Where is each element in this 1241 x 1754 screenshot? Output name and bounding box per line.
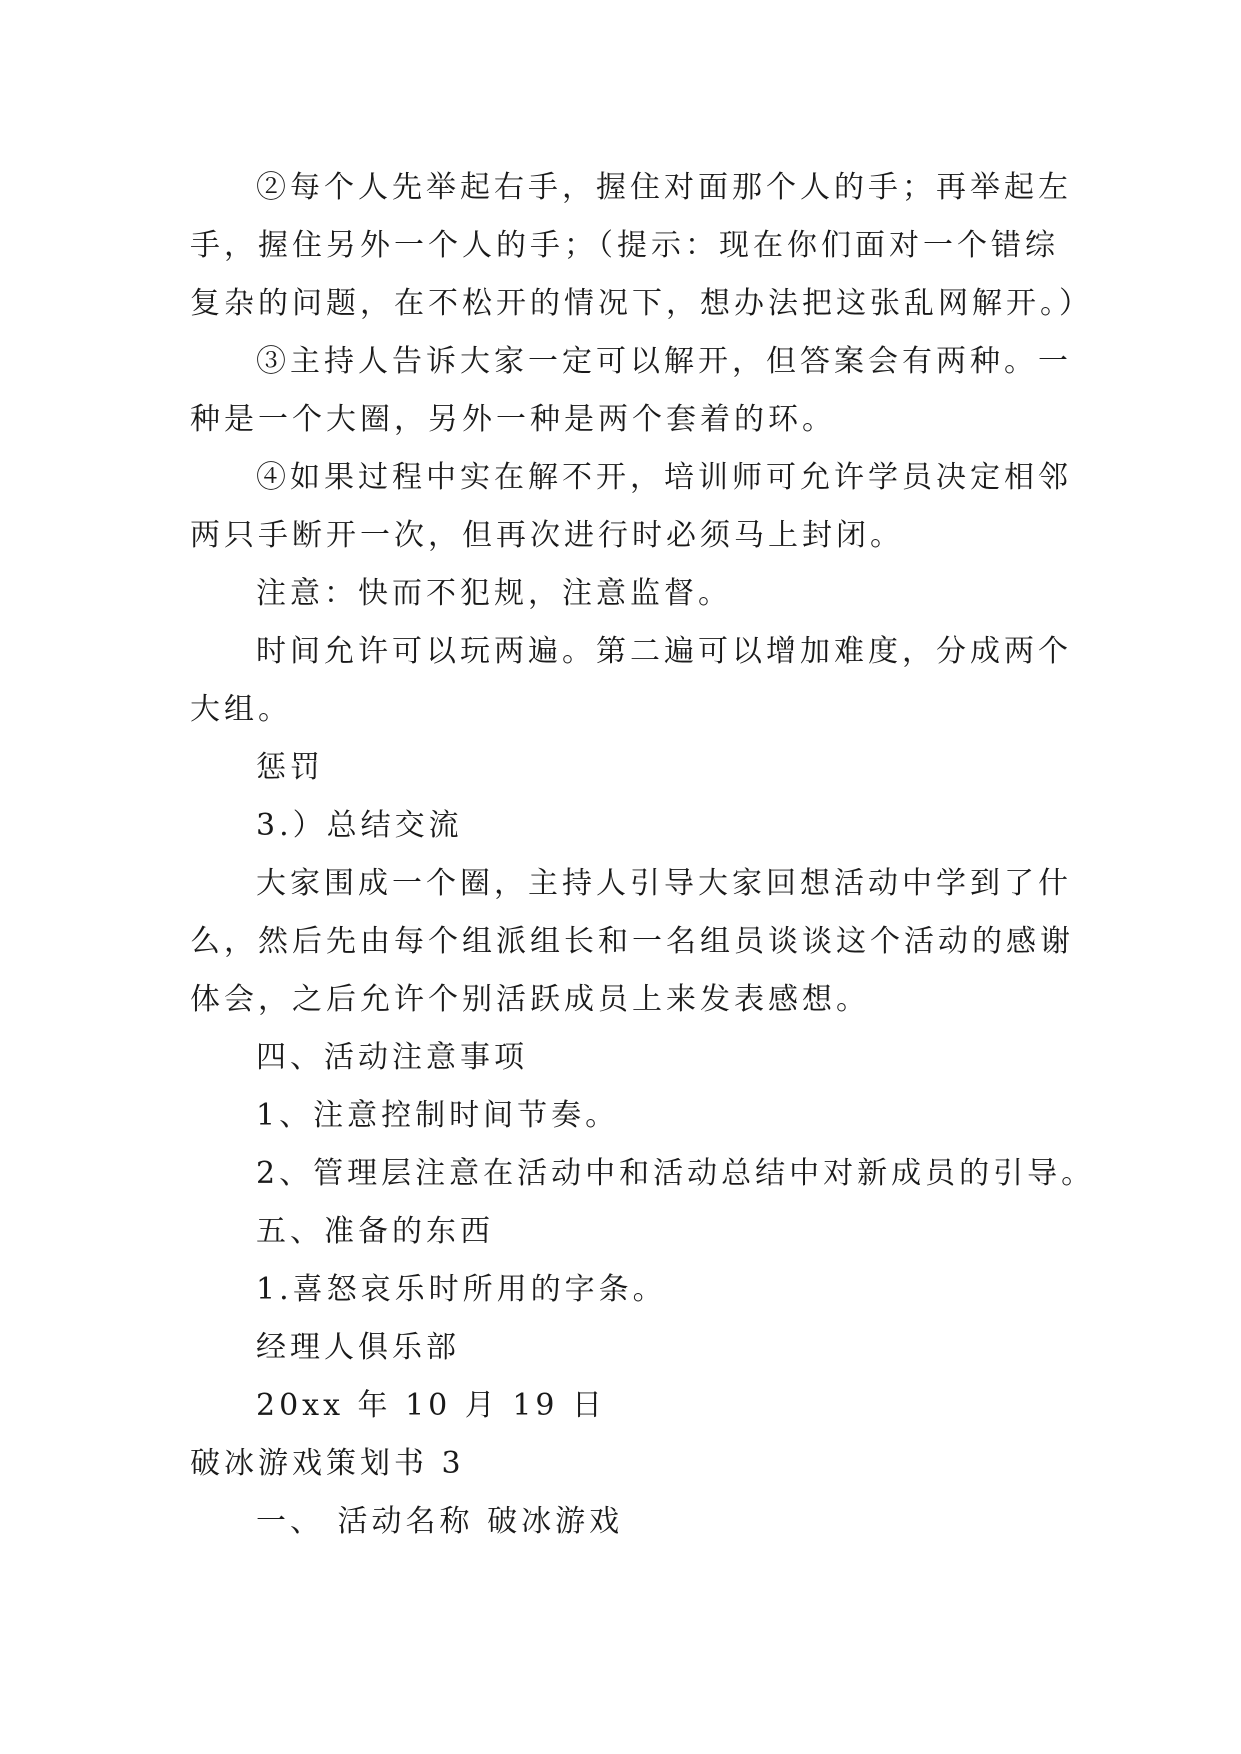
section-heading-activity-name	[190, 1493, 1070, 1551]
list-item-1	[190, 1087, 1070, 1145]
document-title-3	[190, 1435, 1070, 1493]
paragraph-time	[190, 623, 1070, 739]
text-line: 复杂的问题，在不松开的情况下，想办法把这张乱网解开。）	[190, 286, 1093, 321]
text-line: 大家围成一个圈，主持人引导大家回想活动中学到了什	[256, 866, 1072, 901]
text-line: ④如果过程中实在解不开，培训师可允许学员决定相邻	[256, 460, 1072, 495]
list-item-2	[190, 1145, 1096, 1203]
text-line: 四、活动注意事项	[256, 1040, 528, 1075]
text-line: 种是一个大圈，另外一种是两个套着的环。	[190, 402, 836, 437]
section-heading-summary	[190, 797, 1070, 855]
text-line: ③主持人告诉大家一定可以解开，但答案会有两种。一	[256, 344, 1072, 379]
text-line: 经理人俱乐部	[256, 1330, 460, 1365]
paragraph-step-4	[190, 449, 1070, 565]
paragraph-summary	[190, 855, 1074, 1029]
text-line: 时间允许可以玩两遍。第二遍可以增加难度，分成两个	[256, 634, 1072, 669]
text-line: 2、管理层注意在活动中和活动总结中对新成员的引导。	[256, 1156, 1096, 1191]
text-line: 3.）总结交流	[256, 808, 463, 843]
text-line: 1、注意控制时间节奏。	[256, 1098, 620, 1133]
text-line: 五、准备的东西	[256, 1214, 494, 1249]
signature-date	[190, 1377, 1070, 1435]
paragraph-penalty	[190, 739, 1070, 797]
text-line: 一、 活动名称 破冰游戏	[256, 1504, 624, 1539]
text-line: 20xx 年 10 月 19 日	[256, 1388, 607, 1423]
list-item-preparation-1	[190, 1261, 1070, 1319]
section-heading-notes	[190, 1029, 1070, 1087]
text-line: 么，然后先由每个组派组长和一名组员谈谈这个活动的感谢	[190, 924, 1074, 959]
paragraph-note	[190, 565, 1070, 623]
text-line: 手，握住另外一个人的手；（提示：现在你们面对一个错综	[190, 228, 1059, 263]
text-line: 1.喜怒哀乐时所用的字条。	[256, 1272, 667, 1307]
paragraph-step-3	[190, 333, 1070, 449]
text-line: 注意：快而不犯规，注意监督。	[256, 576, 732, 611]
text-line: 大组。	[190, 692, 292, 727]
text-line: 两只手断开一次，但再次进行时必须马上封闭。	[190, 518, 904, 553]
signature-organization	[190, 1319, 1070, 1377]
text-line: 体会，之后允许个别活跃成员上来发表感想。	[190, 982, 870, 1017]
text-line: 破冰游戏策划书 3	[190, 1446, 465, 1481]
section-heading-preparation	[190, 1203, 1070, 1261]
text-line: ②每个人先举起右手，握住对面那个人的手；再举起左	[256, 170, 1072, 205]
text-line: 惩罚	[256, 750, 324, 785]
document-body	[190, 159, 1096, 1551]
paragraph-step-2	[190, 159, 1093, 333]
